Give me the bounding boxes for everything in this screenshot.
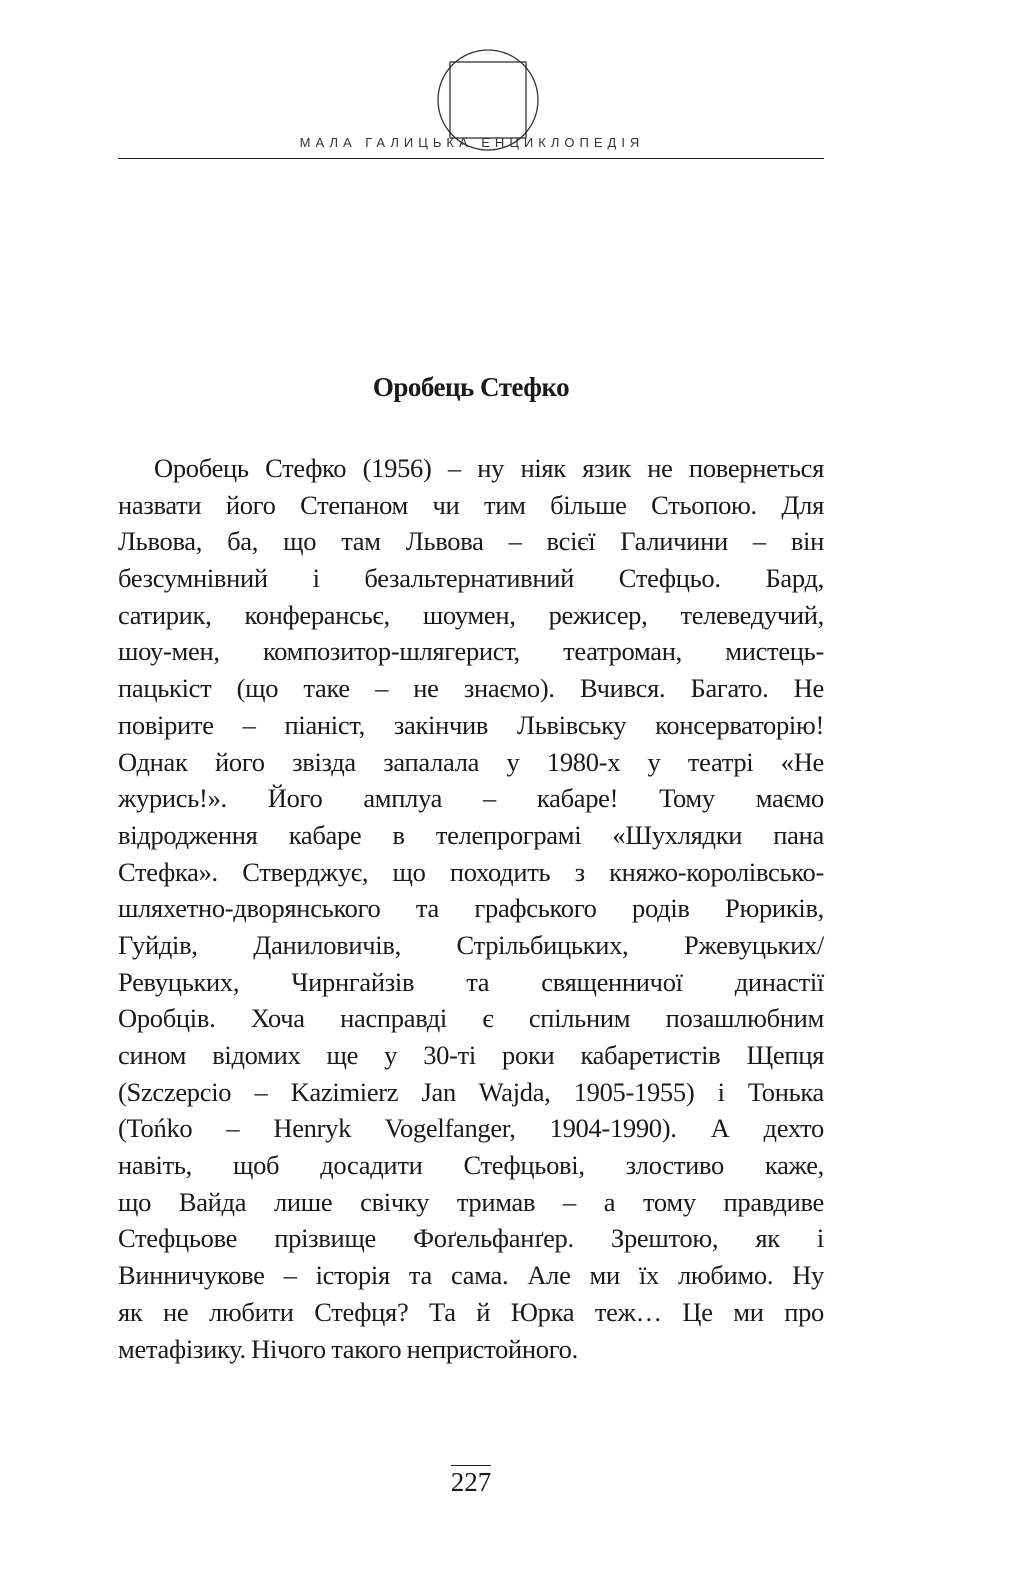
body-line: журись!». Його амплуа – кабаре! Тому маємо [118, 783, 824, 814]
header-rule [118, 158, 824, 159]
page-number: 227 [450, 1467, 492, 1497]
body-line: Стефка». Стверджує, що походить з княжо-королівсько- [118, 856, 824, 887]
body-line: що Вайда лише свічку тримав – а тому правдиве [118, 1186, 824, 1217]
body-line: назвати його Степаном чи тим більше Стьопою. Для [118, 489, 824, 520]
article-body [118, 450, 824, 1367]
body-line: сатирик, конферансьє, шоумен, режисер, телеведучий, [118, 599, 824, 630]
article-title: Оробець Стефко [372, 372, 570, 402]
body-line: як не любити Стефця? Та й Юрка теж… Це ми про [118, 1296, 824, 1327]
body-line: повірите – піаніст, закінчив Львівську консерваторію! [118, 709, 824, 740]
body-line: відродження кабаре в телепрограмі «Шухлядки пана [118, 819, 824, 850]
body-line: Оробців. Хоча насправді є спільним позашлюбним [118, 1003, 824, 1034]
body-line: Стефцьове прізвище Фоґельфанґер. Зрештою, як і [118, 1223, 824, 1254]
body-line: сином відомих ще у 30-ті роки кабаретистів Щепця [118, 1040, 824, 1070]
body-line: пацькіст (що таке – не знаємо). Вчився. Багато. Не [118, 673, 824, 704]
running-head: МАЛА ГАЛИЦЬКА ЕНЦИКЛОПЕДІЯ [299, 135, 645, 150]
body-line: шоу-мен, композитор-шлягерист, театроман, мистець- [118, 636, 824, 667]
body-line: Гуйдів, Даниловичів, Стрільбицьких, Ржевуцьких/ [118, 929, 824, 960]
body-line: (Szczepcio – Kazimierz Jan Wajda, 1905-1955) і Тонька [118, 1076, 824, 1107]
page-number-container [118, 1465, 824, 1498]
body-line: (Tońko – Henryk Vogelfanger, 1904-1990). А дехто [118, 1113, 824, 1144]
body-line: шляхетно-дворянського та графського родів Рюриків, [118, 893, 824, 924]
body-line: Львова, ба, що там Львова – всієї Галичини – він [118, 526, 824, 557]
body-line: Ревуцьких, Чирнгайзів та священничої династії [118, 966, 824, 997]
body-line: Оробець Стефко (1956) – ну ніяк язик не повернеться [154, 453, 824, 483]
body-line: метафізику. Нічого такого непристойного. [118, 1333, 578, 1364]
body-line: Однак його звізда запалала у 1980-х у театрі «Не [118, 746, 824, 777]
body-line: безсумнівний і безальтернативний Стефцьо. Бард, [118, 563, 824, 594]
body-line: навіть, щоб досадити Стефцьові, злостиво каже, [118, 1150, 824, 1181]
body-line: Винничукове – історія та сама. Але ми їх любимо. Ну [118, 1260, 824, 1291]
